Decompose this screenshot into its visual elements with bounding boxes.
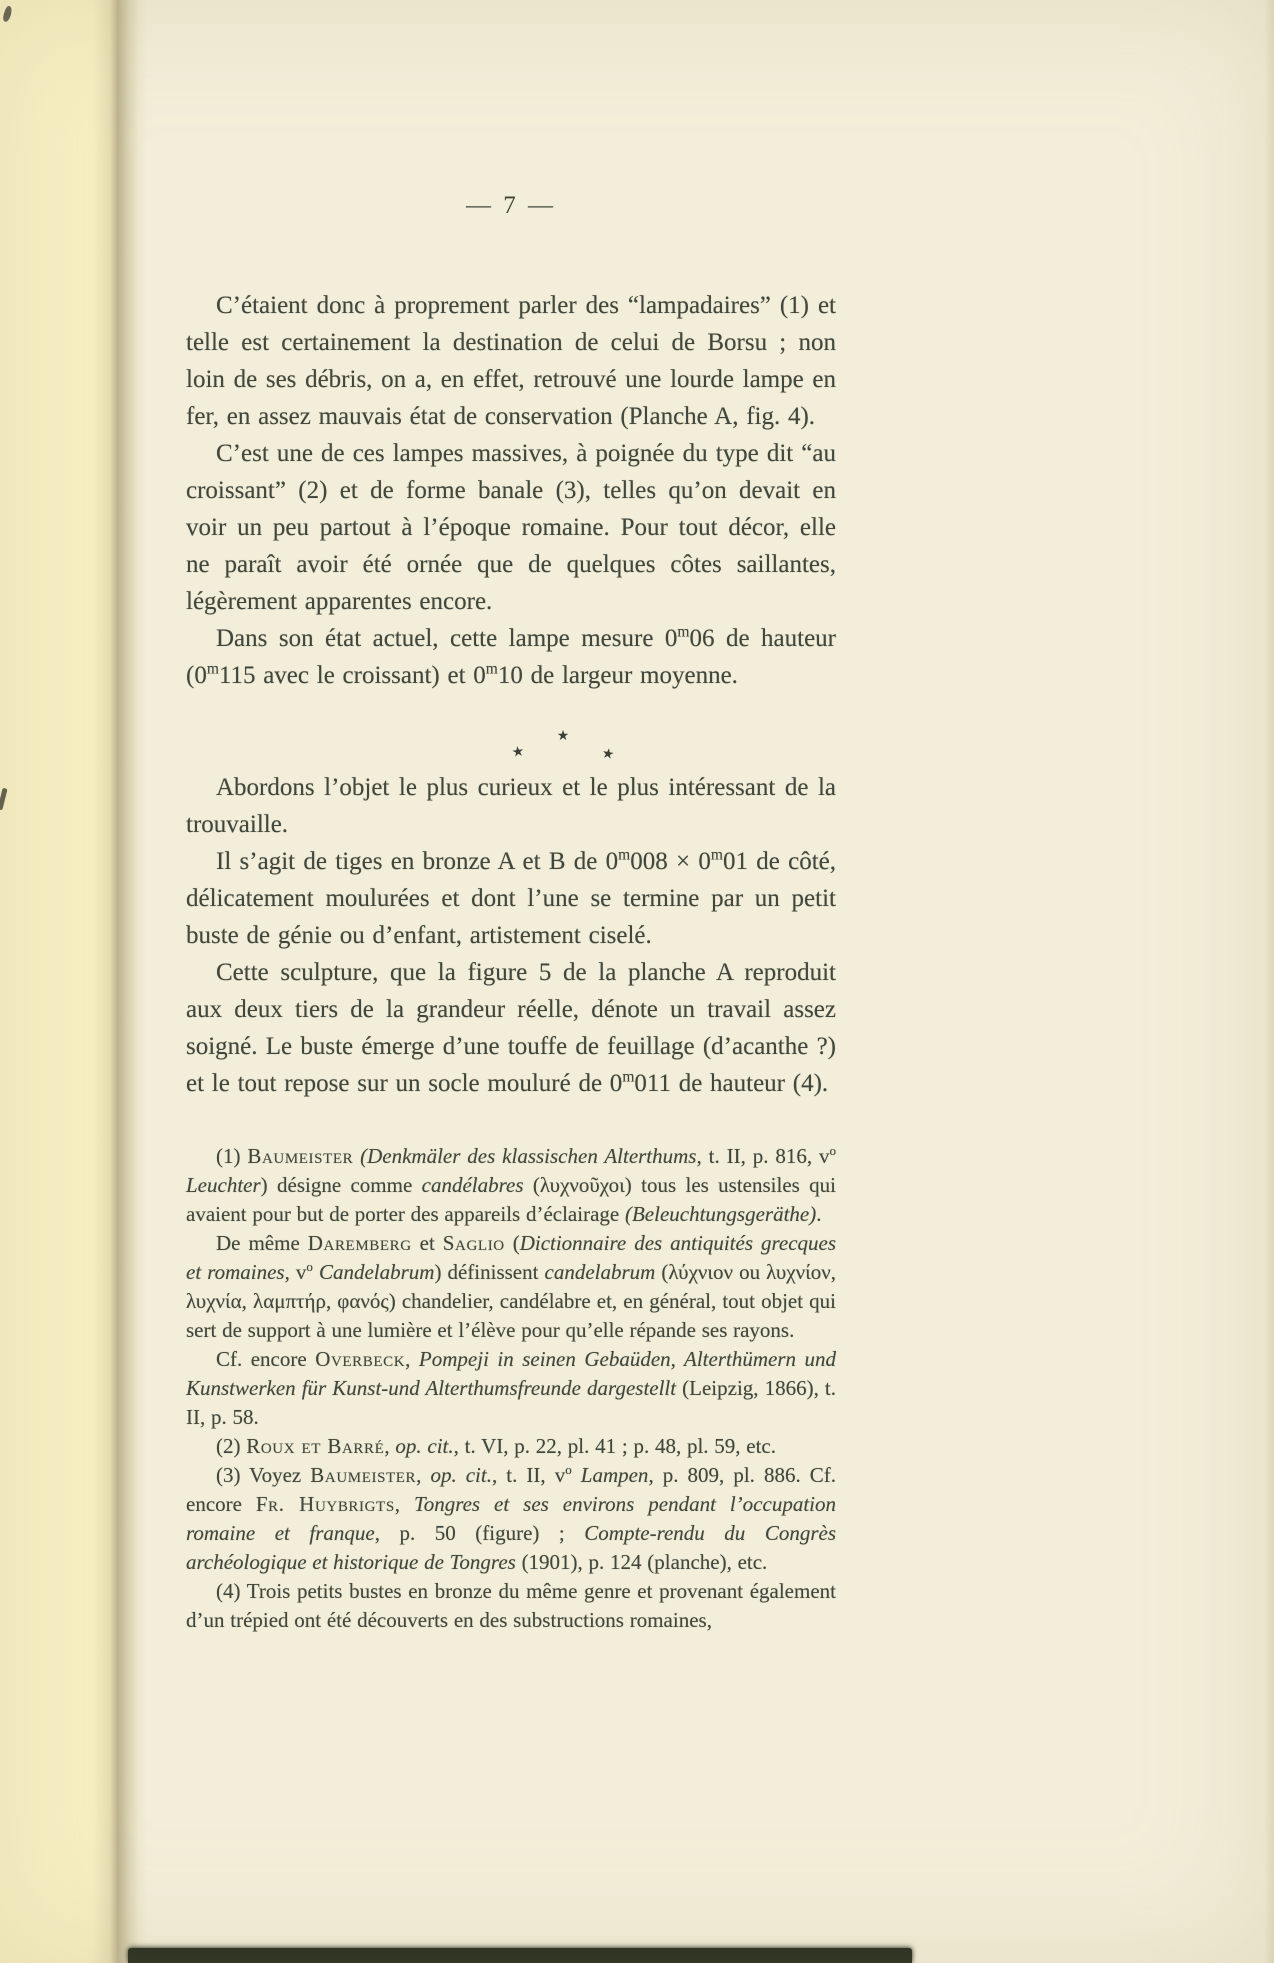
text-run: Candelabrum [318, 1260, 435, 1284]
page-right-edge-shade [1264, 0, 1274, 1963]
paragraph [186, 954, 836, 1102]
text-run: Daremberg [307, 1231, 412, 1255]
text-run: Baumeister [247, 1144, 354, 1168]
scan-edge-shadow [128, 1948, 912, 1963]
text-run: (λύχνιον ou λυχνίον, λυχνία, λαμπτήρ, φανός) chandelier, candélabre et, en général, tout objet qui sert de support à une lumière et l’élève pour qu’elle répande ses rayons. [186, 1260, 837, 1342]
text-run: , t. VI, p. 22, pl. 41 ; p. 48, pl. 59, etc. [453, 1434, 776, 1458]
footnotes [186, 1142, 836, 1635]
paragraph [186, 1345, 836, 1432]
paragraph [186, 435, 836, 620]
text-run: m [677, 623, 690, 641]
text-run: m [618, 846, 631, 864]
paragraph [186, 287, 836, 435]
text-run: Cf. encore [216, 1347, 316, 1371]
text-run: op. cit. [395, 1434, 454, 1458]
text-run: 115 avec le croissant) et 0 [218, 662, 486, 689]
adjacent-page-edge [0, 0, 118, 1963]
text-run: Il s’agit de tiges en bronze A et B de 0 [216, 848, 619, 875]
text-run: , p. 50 (figure) ; [374, 1521, 585, 1545]
text-run: Baumeister [310, 1463, 417, 1487]
paragraph [186, 769, 836, 843]
text-run: Overbeck [315, 1347, 406, 1371]
text-run: 008 × 0 [630, 848, 711, 875]
paragraph [186, 1229, 836, 1345]
text-run: (Beleuchtungsgeräthe) [624, 1202, 817, 1226]
paragraph [186, 1432, 836, 1461]
text-run: (Denkmäler des klassischen Alterthums [360, 1144, 697, 1168]
text-run: , p. 809, pl. 886. Cf. encore [186, 1463, 836, 1516]
text-run: Lampen [580, 1463, 649, 1487]
section-divider [498, 726, 628, 774]
text-run: ) désigne comme [260, 1173, 422, 1197]
text-run: Compte-rendu du Congrès archéologique et historique de Tongres [186, 1521, 836, 1574]
text-run: 10 de largeur moyenne. [497, 662, 738, 689]
text-run: m [206, 660, 219, 678]
text-run: o [565, 1462, 572, 1477]
text-run: (2) [216, 1434, 247, 1458]
text-run: m [622, 1068, 635, 1086]
text-run: , t. II, v [491, 1463, 566, 1487]
text-run: Abordons l’objet le plus curieux et le plus intéressant de la trouvaille. [186, 774, 836, 838]
text-run: candelabrum [544, 1260, 656, 1284]
text-run: ) définissent [434, 1260, 545, 1284]
text-run: , [394, 1492, 414, 1516]
body-text-upper [186, 287, 836, 694]
text-run: , v [284, 1260, 307, 1284]
text-run: Dictionnaire des antiquités grecques et romaines [186, 1231, 837, 1284]
text-run: 06 de hauteur (0 [186, 625, 836, 689]
paragraph [186, 1577, 836, 1635]
text-run: et [411, 1231, 443, 1255]
text-run: , [384, 1434, 396, 1458]
text-run: (λυχνοῦχοι) tous les ustensiles qui avaient pour but de porter des appareils d’éclairage [186, 1173, 836, 1226]
text-run: ( [504, 1231, 520, 1255]
text-run: (3) Voyez [216, 1463, 311, 1487]
page-number: — 7 — [466, 192, 556, 219]
paragraph [186, 1461, 836, 1577]
text-run: 011 de hauteur (4). [634, 1070, 829, 1097]
text-run: . [816, 1202, 822, 1226]
text-run: 01 de côté, délicatement moulurées et dont l’une se termine par un petit buste de génie ou d’enfant, artistement ciselé. [186, 848, 836, 949]
text-run: o [306, 1259, 313, 1274]
asterisk-ornament-icon: ★ [510, 743, 526, 761]
text-run: (Leipzig, 1866), t. II, p. 58. [186, 1376, 836, 1429]
text-run: (4) Trois petits bustes en bronze du même genre et provenant également d’un trépied ont été découverts en des substructions romaines, [186, 1579, 836, 1632]
text-run: m [485, 660, 498, 678]
text-run: Roux et Barré [246, 1434, 385, 1458]
text-run: (1) [216, 1144, 248, 1168]
text-run: m [710, 846, 723, 864]
asterisk-ornament-icon: ★ [600, 745, 616, 764]
paragraph [186, 1142, 836, 1229]
asterisk-ornament-icon: ★ [556, 728, 570, 744]
text-run: , [405, 1347, 419, 1371]
paragraph [186, 843, 836, 954]
text-run: Saglio [442, 1231, 505, 1255]
text-run: De même [216, 1231, 308, 1255]
text-run: C’étaient donc à proprement parler des “lampadaires” (1) et telle est certainement la destination de celui de Borsu ; non loin de ses débris, on a, en effet, retrouvé une lourde lampe en fer, en assez mauvais état de conservation (Planche A, fig. 4). [186, 292, 836, 430]
paragraph [186, 620, 836, 694]
text-run: Pompeji in seinen Gebaüden, Alterthümern und Kunstwerken für Kunst-und Alterthumsfreunde dargestellt [186, 1347, 836, 1400]
text-run: candélabres [421, 1173, 524, 1197]
text-run: C’est une de ces lampes massives, à poignée du type dit “au croissant” (2) et de forme banale (3), telles qu’on devait en voir un peu partout à l’époque romaine. Pour tout décor, elle ne paraît avoir été ornée que de quelques côtes saillantes, légèrement apparentes encore. [186, 440, 836, 615]
text-run: op. cit. [430, 1463, 492, 1487]
text-run: (1901), p. 124 (planche), etc. [515, 1550, 768, 1574]
text-run: Cette sculpture, que la figure 5 de la planche A reproduit aux deux tiers de la grandeur réelle, dénote un travail assez soigné. Le buste émerge d’une touffe de feuillage (d’acanthe ?) et le tout repose sur un socle mouluré de 0 [186, 959, 836, 1097]
text-run: Dans son état actuel, cette lampe mesure 0 [216, 625, 678, 652]
text-run: Leuchter [186, 1173, 261, 1197]
text-run [572, 1463, 581, 1487]
page-gutter-shadow [118, 0, 148, 1963]
text-run: Fr. Huybrigts [255, 1492, 395, 1516]
text-run: o [829, 1143, 836, 1158]
text-run: , t. II, p. 816, v [696, 1144, 830, 1168]
text-run: , [416, 1463, 431, 1487]
text-run: Tongres et ses environs pendant l’occupation romaine et franque [186, 1492, 836, 1545]
body-text-lower [186, 769, 836, 1102]
